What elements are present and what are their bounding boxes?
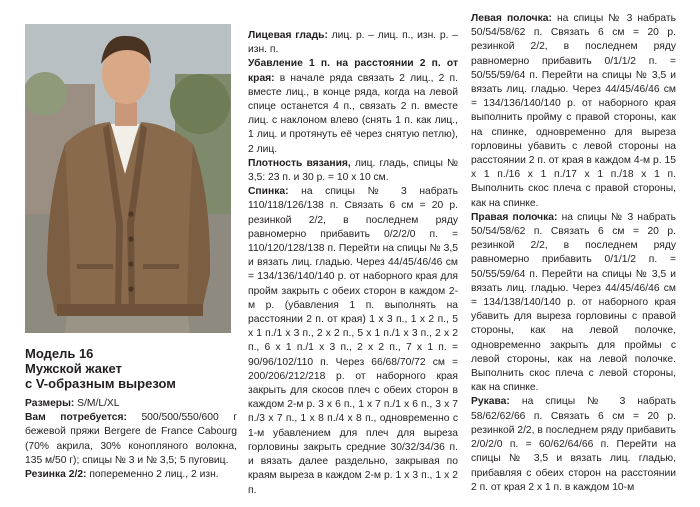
back-label: Спинка: (248, 186, 289, 198)
rib-paragraph (25, 468, 237, 482)
decrease-label: Убавление 1 п. на расстоянии 2 п. от края: (248, 58, 458, 84)
gauge-paragraph (248, 157, 458, 185)
rib-value: попеременно 2 лиц., 2 изн. (86, 469, 219, 481)
column-2 (248, 29, 458, 498)
left-front-paragraph (471, 12, 676, 211)
column-1 (25, 346, 237, 482)
materials-label: Вам потребуется: (25, 412, 127, 424)
gauge-label: Плотность вязания, (248, 157, 351, 169)
right-front-value: на спицы № 3 набрать 50/54/58/62 п. Связать 6 см = 20 р. резинкой 2/2, в последнем ряду равномерно прибавить 0/1/1/2 п. = 50/55/59/64 п. Перейти на спицы № 3,5 и вязать лиц. гладью. Через 44/45/46/46 см = 134/138/140/140 р. от наборного края убавить для выреза горловины с правой стороны, как на левой полочке, одновременно закрыть для проймы с левой стороны, как на левой полочке. Выполнить скос плеча с левой стороны, как на спинке. (471, 211, 676, 394)
decrease-paragraph (248, 57, 458, 156)
sleeves-paragraph (471, 395, 676, 494)
back-value: на спицы № 3 набрать 110/118/126/138 п. Связать 6 см = 20 р. резинкой 2/2, в последнем ряду равномерно прибавить 0/2/2/0 п. = 110/120/128/138 п. Перейти на спицы № 3,5 и вязать лиц. гладью. Через 44/45/46/46 см = 134/136/140/140 р. от наборного края для пройм закрыть с обеих сторон в каждом 2-м р. (убавления 1 п. выполнять на расстоянии 2 п. от края) 1 х 3 п., 1 х 2 п., 5 х 1 п./1 х 3 п., 2 х 2 п., 5 х 1 п./1 х 3 п., 2 х 2 п., 6 х 1 п./1 х 3 п., 2 х 2 п., 7 х 1 п. = 90/96/102/110 п. Через 66/68/70/72 см = 200/206/212/218 р. от наборного края закрыть для скосов плеч с обеих сторон в каждом 2-м р. 3 х 6 п., 1 х 7 п./1 х 6 п., 3 х 7 п./3 х 7 п., 1 х 8 п./4 х 8 п., одновременно с 1-м убавлением для плеч для выреза горловины закрыть средние 30/32/34/36 п. и вязать далее раздельно, закрывая по краям выреза в каждом 2-м р. 1 х 3 п., 1 х 2 п. (248, 186, 458, 496)
gauge-value: лиц. гладь, спицы № 3,5: 23 п. и 30 р. = 10 х 10 см. (248, 157, 458, 184)
sizes-label: Размеры: (25, 398, 75, 409)
column-3 (471, 12, 676, 495)
man-in-cardigan-image (25, 24, 231, 333)
back-paragraph (248, 185, 458, 497)
sleeves-label: Рукава: (471, 396, 510, 408)
rib-label: Резинка 2/2: (25, 469, 87, 481)
stockinette-label: Лицевая гладь: (248, 30, 328, 41)
left-front-value: на спицы № 3 набрать 50/54/58/62 п. Связать 6 см = 20 р. резинкой 2/2, в последнем ряду равномерно прибавить 0/1/1/2 п. = 50/55/59/64 п. Перейти на спицы № 3,5 и вязать лиц. гладью. Через 44/45/46/46 см = 134/136/140/140 р. от наборного края выполнить пройму с правой стороны, как на спинке, одновременно для выреза горловины убавить с левой стороны на расстоянии 2 п. от края в каждом 4-м р. 15 х 1 п./16 х 1 п./17 х 1 п./18 х 1 п. Выполнить скос плеча с правой стороны, как на спинке. (471, 13, 676, 209)
right-front-label: Правая полочка: (471, 211, 558, 223)
materials-value: 500/500/550/600 г бежевой пряжи Bergere de France Cabourg (70% акрила, 30% конопляного волокна, 135 м/50 г); спицы № 3 и № 3,5; 5 пуговиц. (25, 412, 237, 466)
model-number: Модель 16 (25, 346, 94, 361)
model-photo (25, 24, 231, 333)
left-front-label: Левая полочка: (471, 13, 552, 24)
decrease-value: в начале ряда связать 2 лиц., 2 п. вместе лиц., в конце ряда, когда на левой спице останется 4 п., связать 2 п. вместе лиц. с наклоном влево (снять 1 п. как лиц., 1 лиц. и протянуть её через снятую петлю), 2 лиц. (248, 72, 458, 155)
materials-paragraph (25, 411, 237, 468)
sizes-paragraph (25, 397, 237, 411)
stockinette-value: лиц. р. – лиц. п., изн. р. – изн. п. (248, 30, 458, 56)
sizes-value: S/M/L/XL (74, 398, 120, 409)
right-front-paragraph (471, 211, 676, 396)
model-title-line2: с V-образным вырезом (25, 376, 176, 391)
stockinette-paragraph (248, 29, 458, 57)
model-title-line1: Мужской жакет (25, 361, 122, 376)
sleeves-value: на спицы № 3 набрать 58/62/62/66 п. Связать 6 см = 20 р. резинкой 2/2, в последнем ряду прибавить 2/0/2/0 п. = 60/62/64/66 п. Перейти на спицы № 3,5 и вязать лиц. гладью, прибавляя с обеих сторон на расстоянии 2 п. от края 2 х 1 п. в каждом 10-м (471, 396, 676, 493)
